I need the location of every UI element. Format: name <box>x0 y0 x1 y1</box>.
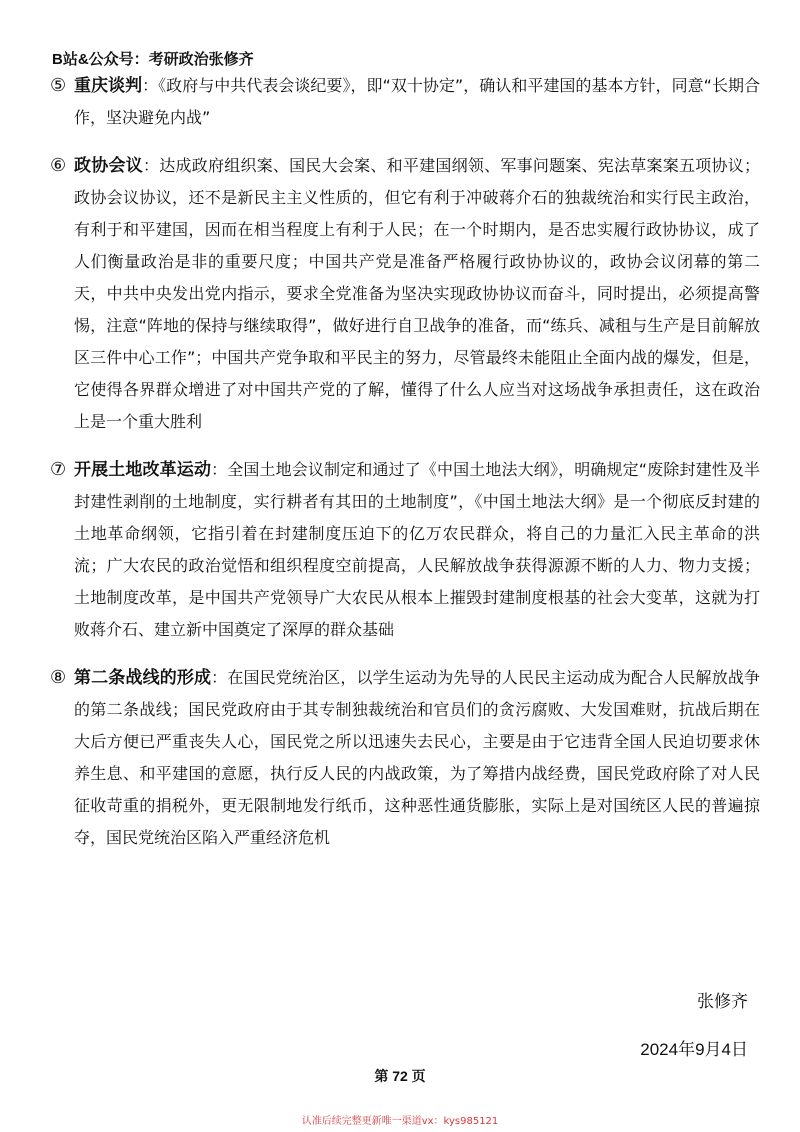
section-body: 在国民党统治区，以学生运动为先导的人民民主运动成为配合人民解放战争的第二条战线；国民党政府由于其专制独裁统治和官员们的贪污腐败、大发国难财，抗战后期在大后方便已严重丧失人心，国民党之所以迅速失去民心，主要是由于它违背全国人民迫切要求休养生息、和平建国的意愿，执行反人民的内战政策，为了筹措内战经费，国民党政府除了对人民征收苛重的捐税外，更无限制地发行纸币，这种恶性通货膨胀，实际上是对国统区人民的普遍掠夺，国民党统治区陷入严重经济危机 <box>74 668 760 847</box>
section-colon: ： <box>142 76 159 95</box>
author-signature: 张修齐 <box>697 992 748 1012</box>
section-colon: ： <box>142 156 160 175</box>
section-number: ⑤ <box>50 75 67 96</box>
sections-list <box>50 70 760 870</box>
page-number: 第 72 页 <box>374 1068 426 1084</box>
section-colon: ： <box>211 668 228 687</box>
section-title: 第二条战线的形成 <box>74 668 212 688</box>
document-date: 2024年9月4日 <box>640 1040 748 1059</box>
section-number: ⑦ <box>50 459 67 480</box>
section-body: 全国土地会议制定和通过了《中国土地法大纲》，明确规定“废除封建性及半封建性剥削的土地制度，实行耕者有其田的土地制度”，《中国土地法大纲》是一个彻底反封建的土地革命纲领，它指引着在封建制度压迫下的亿万农民群众，将自己的力量汇入民主革命的洪流；广大农民的政治觉悟和组织程度空前提高，人民解放战争获得源源不断的人力、物力支援；土地制度改革，是中国共产党领导广大农民从根本上摧毁封建制度根基的社会大变革， <box>74 460 760 607</box>
section-colon: ： <box>211 460 228 479</box>
section-second-front <box>50 662 760 854</box>
section-political-consultative-conference <box>50 150 760 438</box>
section-title: 政协会议 <box>74 156 143 176</box>
section-title: 重庆谈判 <box>74 76 143 96</box>
watermark-notice: 认准后续完整更新唯一渠道vx：kys985121 <box>301 1116 499 1127</box>
section-body: 《政府与中共代表会谈纪要》，即“双十协定”，确认和平建国的基本方针，同意“长期合作，坚决避免内战” <box>74 76 760 127</box>
section-number: ⑥ <box>50 155 67 176</box>
section-title: 开展土地改革运动 <box>74 460 212 480</box>
section-land-reform <box>50 454 760 646</box>
header-channel-info: B站&公众号：考研政治张修齐 <box>52 51 254 68</box>
section-number: ⑧ <box>50 667 67 688</box>
section-body: 达成政府组织案、国民大会案、和平建国纲领、军事问题案、宪法草案案五项协议；政协会议协议，还不是新民主主义性质的，但它有利于冲破蒋介石的独裁统治和实行民主政治，有利于和平建国，因而在相当程度上有利于人民；在一个时期内，是否忠实履行政协协议，成了人们衡量政治是非的重要尺度；中国共产党是准备严格履行政协协议的，政协会议闭幕的第二天，中共中央发出党内指示，要求全党准备为坚决实现政协协议而奋斗，同时提出，必须提高警惕，注意“阵地的保持与继续取得”，做好进行自卫战争的准备，而“练兵、减租与生产是目前解放区三件中心工作”；中国共产党争取和平民主的努力，尽管最终未能阻止全面内战的爆发，但是，它使得各界群众增进了对中国共产党的了解，懂得了什么人应当对这场战争承担责任，这在政治上是一个重大胜利 <box>74 156 760 431</box>
section-conclusion: 这就为打败蒋介石、建立新中国奠定了深厚的群众基础 <box>74 588 760 639</box>
section-chongqing-negotiation <box>50 70 760 134</box>
